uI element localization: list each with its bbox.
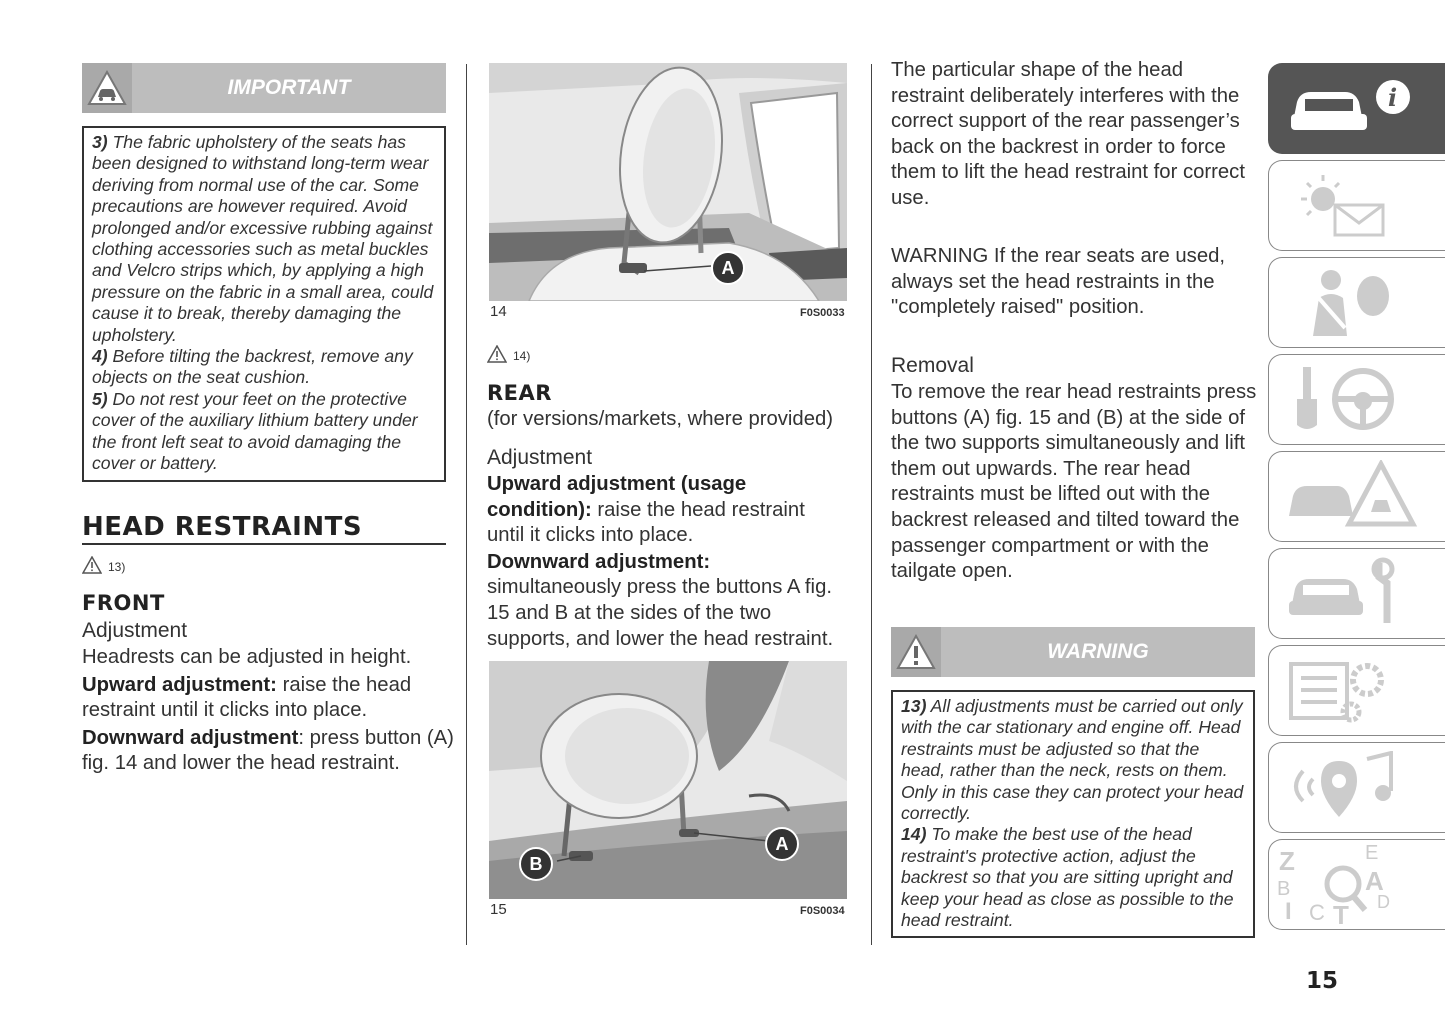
fig15-callout-a: A — [765, 827, 799, 861]
front-downward: Downward adjustment: press button (A) fig. 14 and lower the head restraint. — [82, 726, 454, 775]
index-letters — [1269, 840, 1389, 929]
front-upward: Upward adjustment: raise the head restraint until it clicks into place. — [82, 673, 412, 722]
rear-shape-paragraph: The particular shape of the head restraint deliberately interferes with the correct support of the rear passenger’s back on the backrest in order to force them to lift the head restraint for correct use. — [891, 59, 1245, 209]
column-divider-2 — [871, 64, 872, 945]
figure-14-image — [489, 63, 847, 301]
multimedia-icon — [1283, 751, 1423, 821]
figure-14-code: F0S0033 — [800, 307, 845, 319]
warning-triangle-icon — [891, 627, 941, 677]
tab-index[interactable] — [1268, 839, 1445, 930]
key-steering-wheel-icon — [1283, 363, 1423, 433]
important-notes-box — [82, 126, 446, 482]
warning-notes-box — [891, 690, 1255, 938]
warning-reference-13: 13) — [82, 556, 125, 574]
index-letter-e: E — [1365, 842, 1379, 864]
car-maintenance-icon — [1283, 557, 1423, 627]
tab-starting-driving[interactable] — [1268, 354, 1445, 445]
tab-maintenance[interactable] — [1268, 548, 1445, 639]
important-title: IMPORTANT — [227, 76, 351, 99]
figure-14-number: 14 — [490, 303, 507, 320]
tab-technical-data[interactable] — [1268, 645, 1445, 736]
note-13: 13) All adjustments must be carried out only with the car stationary and engine off. Head restraints must be adjusted so that the head, rather than the neck, rests on them. Only in this case they can protect your head correctly. — [901, 696, 1244, 824]
note-3: 3) The fabric upholstery of the seats has been designed to withstand long-term wear deriving from normal use of the car. Some precautions are however required. Avoid prolonged and/or excessive rubbing against clothing accessories such as metal buckles and Velcro strips which, by applying a high pressure on the fabric in a small area, could cause it to break, thereby damaging the upholstery. — [92, 132, 434, 345]
tab-warning-lights[interactable] — [1268, 160, 1445, 251]
rear-upward: Upward adjustment (usage condition): raise the head restraint until it clicks into place. — [487, 473, 805, 547]
removal-heading: Removal — [891, 354, 974, 377]
rear-availability: (for versions/markets, where provided) — [487, 408, 834, 430]
section-title-underline — [82, 543, 446, 545]
removal-text: To remove the rear head restraints press buttons (A) fig. 15 and (B) at the side of the two supports simultaneously and lift them out upwards. The rear head restraints must be lifted out with the backrest released and tilted toward the passenger compartment or with the tailgate open. — [891, 381, 1257, 583]
technical-data-icon — [1283, 654, 1423, 724]
rear-title: REAR — [487, 381, 552, 405]
car-warning-icon — [82, 63, 132, 113]
column-divider-1 — [466, 64, 467, 945]
warning-reference-14: 14) — [487, 345, 530, 363]
index-letter-d: D — [1377, 892, 1390, 912]
fig14-callout-a: A — [711, 251, 745, 285]
warning-title: WARNING — [1047, 640, 1149, 663]
important-header — [82, 63, 446, 113]
rear-downward: Downward adjustment: simultaneously press the buttons A fig. 15 and B at the sides of the two supports, and lower the head restraint. — [487, 550, 834, 650]
rear-warning-paragraph: WARNING If the rear seats are used, always set the head restraints in the "completely raised" position. — [891, 245, 1226, 319]
car-info-icon — [1283, 72, 1423, 142]
tab-safety[interactable] — [1268, 257, 1445, 348]
index-letter-i: I — [1285, 898, 1292, 925]
tab-car-info[interactable] — [1268, 63, 1445, 154]
warning-triangle-icon — [82, 556, 102, 574]
figure-15-number: 15 — [490, 901, 507, 918]
front-adjustment-heading: Adjustment — [82, 619, 188, 642]
figure-15-image — [489, 661, 847, 899]
index-letter-c: C — [1309, 900, 1325, 925]
index-letter-z: Z — [1279, 846, 1295, 876]
page-number: 15 — [1306, 968, 1339, 994]
tab-multimedia[interactable] — [1268, 742, 1445, 833]
warning-header — [891, 627, 1255, 677]
note-5: 5) Do not rest your feet on the protective cover of the auxiliary lithium battery under the front left seat to avoid damaging the cover or battery. — [92, 388, 418, 474]
front-title: FRONT — [82, 591, 165, 615]
emergency-icon — [1283, 460, 1423, 530]
index-letter-t: T — [1333, 900, 1349, 930]
warning-lights-messages-icon — [1283, 169, 1423, 239]
tab-emergency[interactable] — [1268, 451, 1445, 542]
figure-15-code: F0S0034 — [800, 905, 845, 917]
front-intro: Headrests can be adjusted in height. — [82, 646, 412, 668]
rear-body — [487, 472, 847, 652]
svg-text:i: i — [1388, 83, 1398, 112]
warning-triangle-icon — [487, 345, 507, 363]
section-title: HEAD RESTRAINTS — [82, 512, 363, 542]
safety-airbag-icon — [1283, 266, 1423, 336]
index-letter-a: A — [1365, 866, 1384, 896]
rear-adjustment-heading: Adjustment — [487, 446, 593, 469]
note-4: 4) Before tilting the backrest, remove any objects on the seat cushion. — [92, 346, 413, 388]
note-14: 14) To make the best use of the head restraint's protective action, adjust the backrest so that you are sitting upright and keep your head as close as possible to the head restraint. — [901, 824, 1234, 931]
index-letter-b: B — [1277, 878, 1291, 900]
fig15-callout-b: B — [519, 847, 553, 881]
front-body — [82, 645, 454, 777]
